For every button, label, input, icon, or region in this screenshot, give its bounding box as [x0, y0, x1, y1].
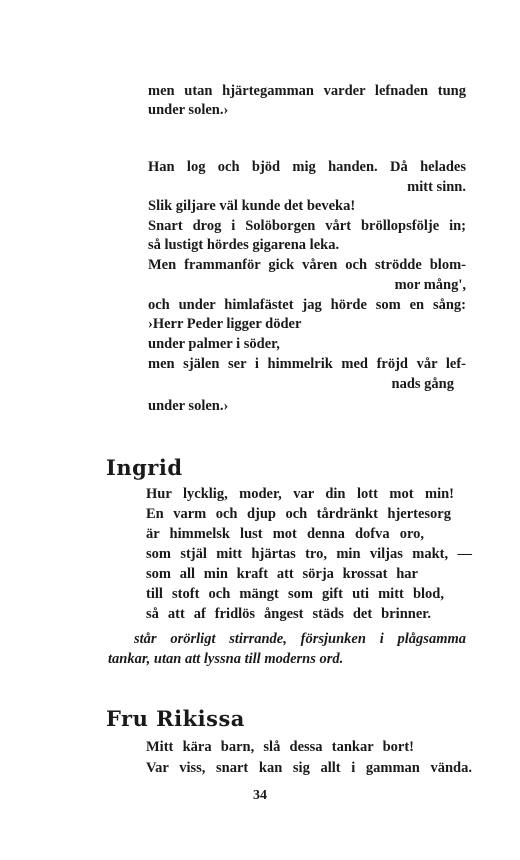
- verse-line: Snart drog i Solöborgen vårt bröllopsfölje in;: [148, 218, 466, 234]
- verse-line: men själen ser i himmelrik med fröjd vår lef-: [148, 356, 466, 372]
- verse-line: som stjäl mitt hjärtas tro, min viljas makt, —: [146, 546, 472, 562]
- speaker-name-fru-rikissa: Fru Rikissa: [106, 706, 245, 731]
- page-number: 34: [253, 788, 267, 803]
- verse-line: Slik giljare väl kunde det beveka!: [148, 198, 356, 214]
- verse-line: En varm och djup och tårdränkt hjertesorg: [146, 506, 451, 522]
- verse-line-continuation: mor mång',: [394, 277, 466, 293]
- verse-line-continuation: mitt sinn.: [407, 179, 466, 195]
- verse-line: under palmer i söder,: [148, 336, 280, 352]
- speaker-name-ingrid: Ingrid: [106, 455, 183, 480]
- verse-line: är himmelsk lust mot denna dofva oro,: [146, 526, 424, 542]
- verse-line: ›Herr Peder ligger döder: [148, 316, 302, 332]
- stage-direction-line: står orörligt stirrande, försjunken i plågsamma: [134, 631, 466, 647]
- verse-line: som all min kraft att sörja krossat har: [146, 566, 418, 582]
- verse-line: men utan hjärtegamman varder lefnaden tung: [148, 83, 466, 99]
- verse-line: Var viss, snart kan sig allt i gamman vända.: [146, 760, 472, 776]
- verse-line: Mitt kära barn, slå dessa tankar bort!: [146, 739, 414, 755]
- verse-line-continuation: nads gång: [391, 376, 454, 392]
- stage-direction-line: tankar, utan att lyssna till moderns ord.: [108, 651, 344, 667]
- verse-line: Han log och bjöd mig handen. Då helades: [148, 159, 466, 175]
- verse-line: till stoft och mängt som gift uti mitt blod,: [146, 586, 444, 602]
- verse-line: under solen.›: [148, 398, 229, 414]
- verse-line: och under himlafästet jag hörde som en sång:: [148, 297, 466, 313]
- verse-line: så lustigt hördes gigarena leka.: [148, 237, 340, 253]
- verse-line: Hur lycklig, moder, var din lott mot min!: [146, 486, 454, 502]
- verse-line: Men frammanför gick våren och strödde blom-: [148, 257, 466, 273]
- verse-line: så att af fridlös ångest städs det brinner.: [146, 606, 431, 622]
- verse-line: under solen.›: [148, 102, 229, 118]
